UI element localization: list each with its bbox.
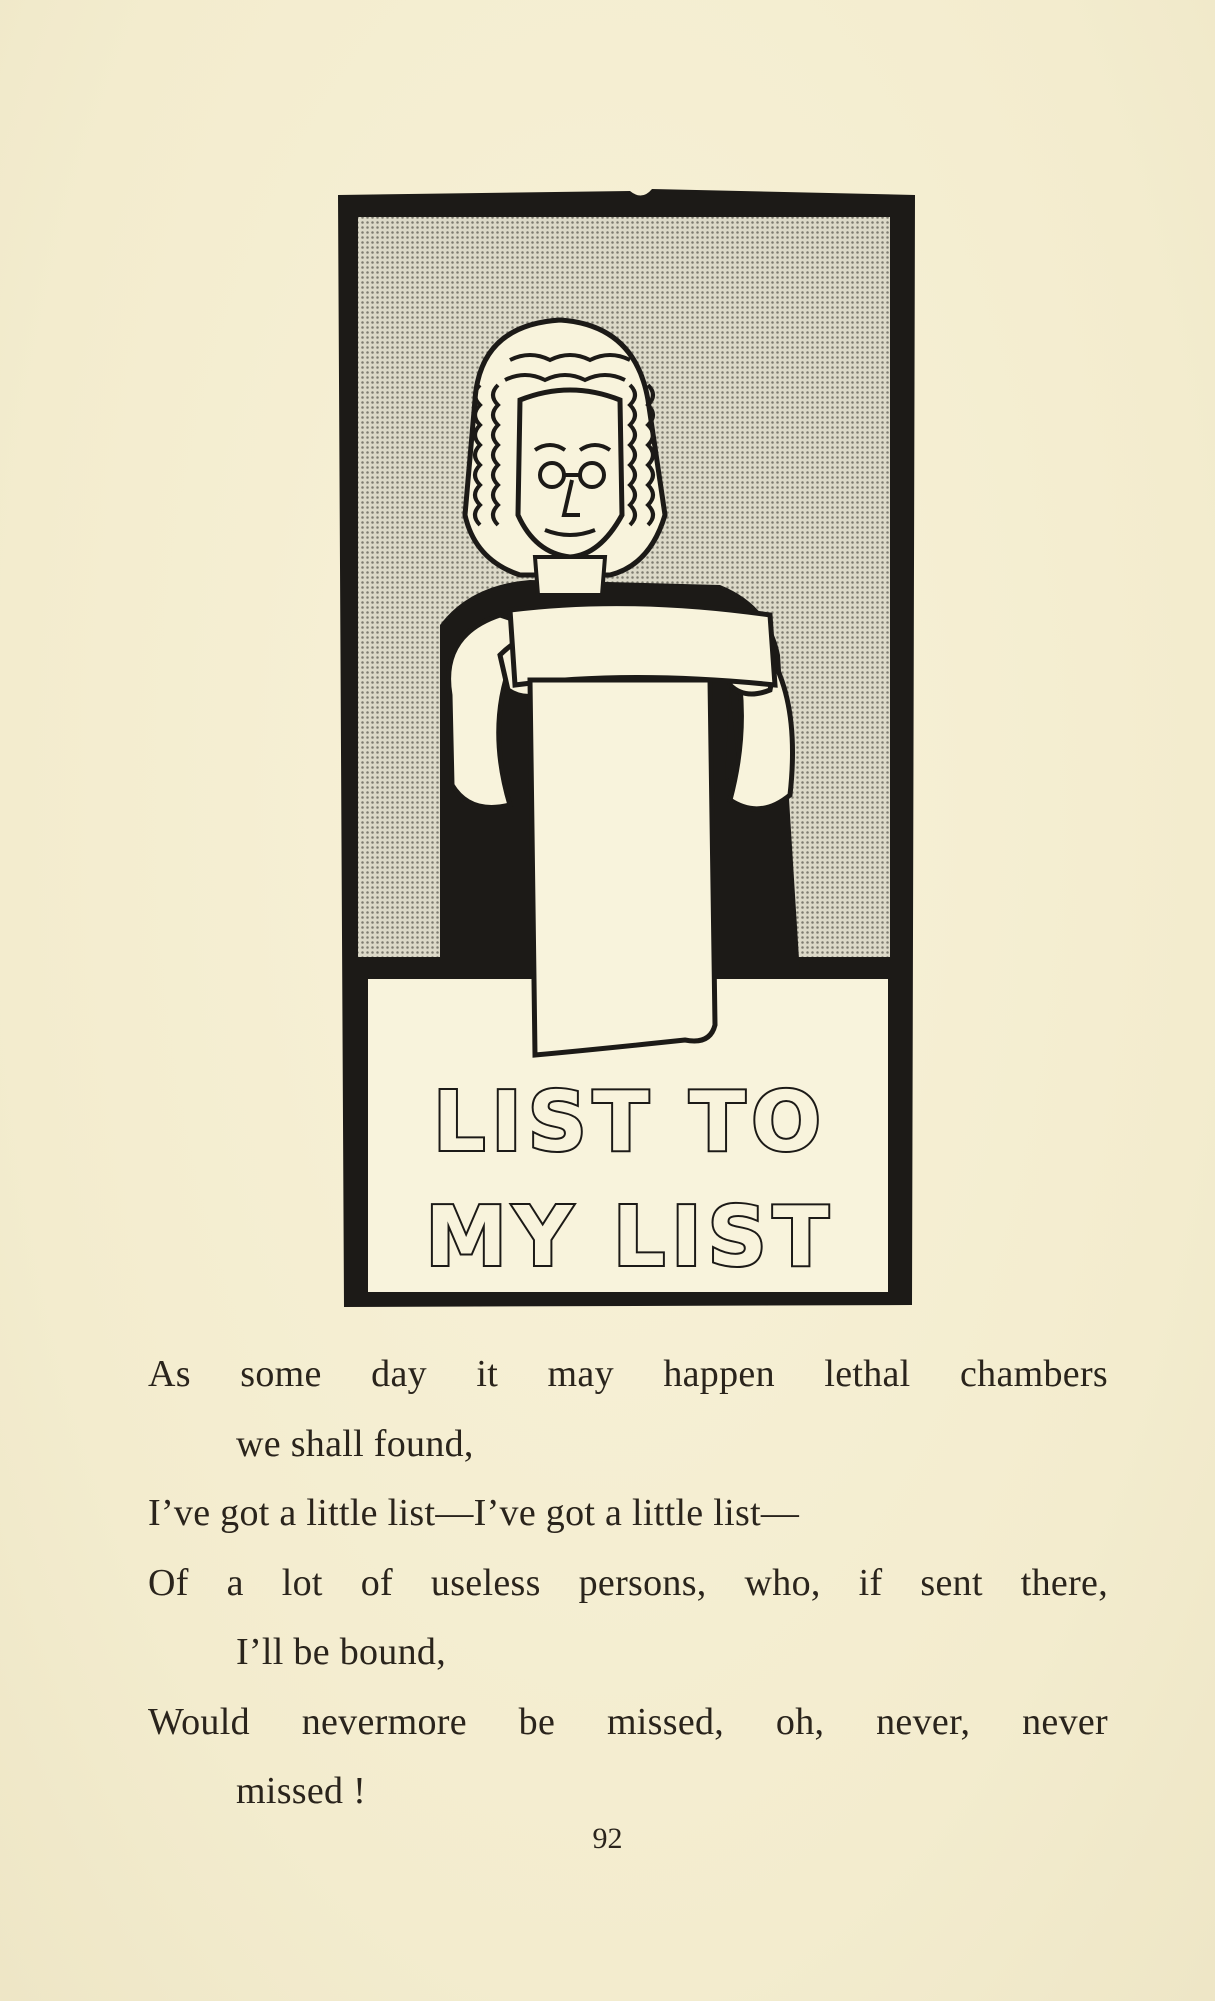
verse-line-3: I’ve got a little list—I’ve got a little list—	[148, 1492, 800, 1534]
caption-line-2: MY LIST	[425, 1190, 835, 1285]
verse-block	[148, 1340, 1108, 1827]
page-number: 92	[592, 1822, 623, 1855]
verse-line-2: we shall found,	[236, 1422, 474, 1465]
scroll-paper	[530, 680, 715, 1055]
verse-line-1: As some day it may happen lethal chambers	[148, 1353, 1108, 1395]
scroll-roll	[510, 604, 775, 685]
caption-line-1: LIST TO	[433, 1075, 827, 1170]
verse-line-4: Of a lot of useless persons, who, if sent there,	[148, 1561, 1108, 1604]
judge-illustration	[330, 185, 915, 1315]
verse-line-7: missed !	[236, 1770, 367, 1812]
verse-line-6: Would nevermore be missed, oh, never, never	[148, 1700, 1108, 1743]
verse-line-5: I’ll be bound,	[236, 1631, 446, 1673]
